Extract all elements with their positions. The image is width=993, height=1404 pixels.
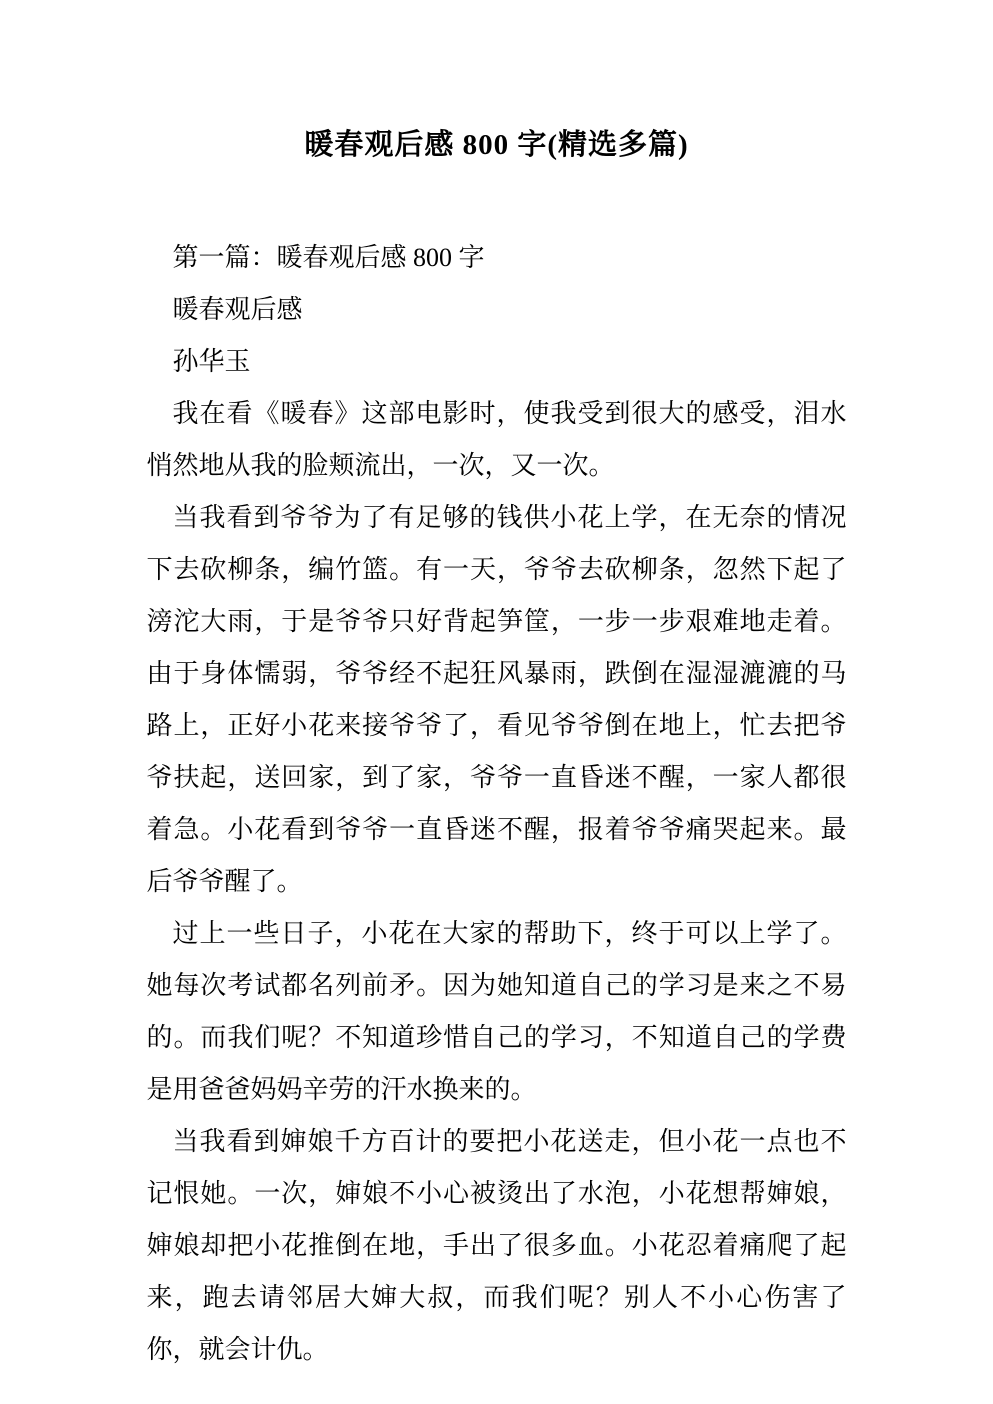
essay-title: 暖春观后感 bbox=[172, 295, 303, 324]
paragraph: 当我看到爷爷为了有足够的钱供小花上学，在无奈的情况下去砍柳条，编竹篮。有一天，爷爷去砍柳条，忽然下起了滂沱大雨，于是爷爷只好背起笋筐，一步一步艰难地走着。由于身体懦弱，爷爷经不起狂风暴雨，跌倒在湿湿漉漉的马路上，正好小花来接爷爷了，看见爷爷倒在地上，忙去把爷爷扶起，送回家，到了家，爷爷一直昏迷不醒，一家人都很着急。小花看到爷爷一直昏迷不醒，报着爷爷痛哭起来。最后爷爷醒了。 bbox=[146, 503, 847, 896]
author-name: 孙华玉 bbox=[172, 347, 251, 376]
section-heading: 第一篇：暖春观后感 800 字 bbox=[172, 243, 485, 272]
paragraph: 我在看《暖春》这部电影时，使我受到很大的感受，泪水悄然地从我的脸颊流出，一次，又一次。 bbox=[146, 399, 847, 480]
paragraph: 当我看到婶娘千方百计的要把小花送走，但小花一点也不记恨她。一次，婶娘不小心被烫出了水泡，小花想帮婶娘，婶娘却把小花推倒在地，手出了很多血。小花忍着痛爬了起来，跑去请邻居大婶大叔，而我们呢？别人不小心伤害了你，就会计仇。 bbox=[146, 1127, 847, 1364]
paragraph: 过上一些日子，小花在大家的帮助下，终于可以上学了。她每次考试都名列前矛。因为她知道自己的学习是来之不易的。而我们呢？不知道珍惜自己的学习，不知道自己的学费是用爸爸妈妈辛劳的汗水换来的。 bbox=[146, 919, 847, 1104]
document-title: 暖春观后感 800 字(精选多篇) bbox=[304, 129, 689, 161]
document-body bbox=[147, 232, 847, 1376]
